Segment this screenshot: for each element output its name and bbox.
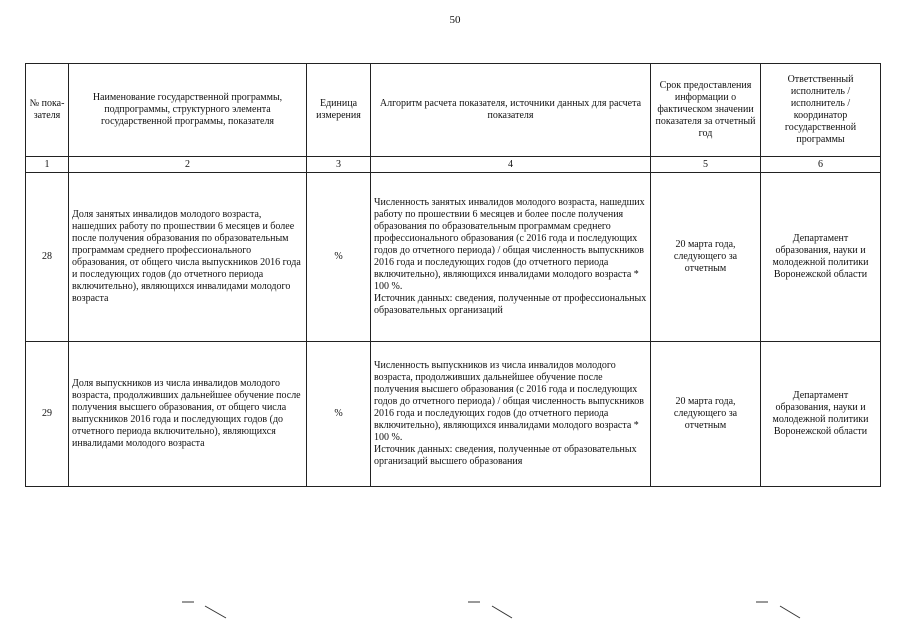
- page-number: 50: [449, 14, 461, 26]
- header-algorithm: Алгоритм расчета показателя, источники данных для расчета показателя: [371, 64, 651, 157]
- indicator-algorithm: Численность выпускников из числа инвалидов молодого возраста, продолживших дальнейшее обучение после получения высшего образования (с 2016 года и последующих годов до отчетного периода) / общая численность выпускников 2016 года и последующих годов (до отчетного периода включительно), являющихся инвалидами молодого возраста * 100 %. Источник данных: сведения, полученные от образовательных организаций высшего образования: [371, 342, 651, 487]
- header-executor: Ответственный исполнитель / исполнитель / координатор государственной программы: [761, 64, 881, 157]
- column-number: 1: [26, 157, 69, 173]
- indicator-name: Доля занятых инвалидов молодого возраста, нашедших работу по прошествии 6 месяцев и более после получения образования по образовательным программам среднего профессионального образования, от общего числа выпускников 2016 года и последующих годов (до отчетного периода включительно), являющихся инвалидами молодого возраста: [69, 173, 307, 342]
- indicators-table: [25, 63, 881, 487]
- table-row: [26, 342, 881, 487]
- indicator-unit: %: [307, 342, 371, 487]
- header-number: № пока-зателя: [26, 64, 69, 157]
- scan-mark: [780, 606, 800, 618]
- scan-marks: [0, 598, 901, 628]
- indicator-deadline: 20 марта года, следующего за отчетным: [651, 173, 761, 342]
- row-number: 28: [26, 173, 69, 342]
- indicator-executor: Департамент образования, науки и молодежной политики Воронежской области: [761, 173, 881, 342]
- scan-mark: [492, 606, 512, 618]
- column-number-row: [26, 157, 881, 173]
- column-number: 4: [371, 157, 651, 173]
- indicator-name: Доля выпускников из числа инвалидов молодого возраста, продолживших дальнейшее обучение после получения высшего образования, от общего числа выпускников 2016 года и последующих годов (до отчетного периода включительно), являющихся инвалидами молодого возраста: [69, 342, 307, 487]
- column-number: 2: [69, 157, 307, 173]
- column-number: 3: [307, 157, 371, 173]
- indicator-executor: Департамент образования, науки и молодежной политики Воронежской области: [761, 342, 881, 487]
- table-row: [26, 173, 881, 342]
- indicator-algorithm: Численность занятых инвалидов молодого возраста, нашедших работу по прошествии 6 месяцев и более после получения образования по образовательным программам среднего профессионального образования (с 2016 года и последующих годов до отчетного периода) / общая численность выпускников 2016 года и последующих годов (до отчетного периода включительно), являющихся инвалидами молодого возраста * 100 %. Источник данных: сведения, полученные от профессиональных образовательных организаций: [371, 173, 651, 342]
- header-row: [26, 64, 881, 157]
- indicator-unit: %: [307, 173, 371, 342]
- header-name: Наименование государственной программы, подпрограммы, структурного элемента государственной программы, показателя: [69, 64, 307, 157]
- header-unit: Единица измерения: [307, 64, 371, 157]
- header-deadline: Срок предоставления информации о фактическом значении показателя за отчетный год: [651, 64, 761, 157]
- row-number: 29: [26, 342, 69, 487]
- column-number: 5: [651, 157, 761, 173]
- column-number: 6: [761, 157, 881, 173]
- indicator-deadline: 20 марта года, следующего за отчетным: [651, 342, 761, 487]
- scan-mark: [205, 606, 226, 618]
